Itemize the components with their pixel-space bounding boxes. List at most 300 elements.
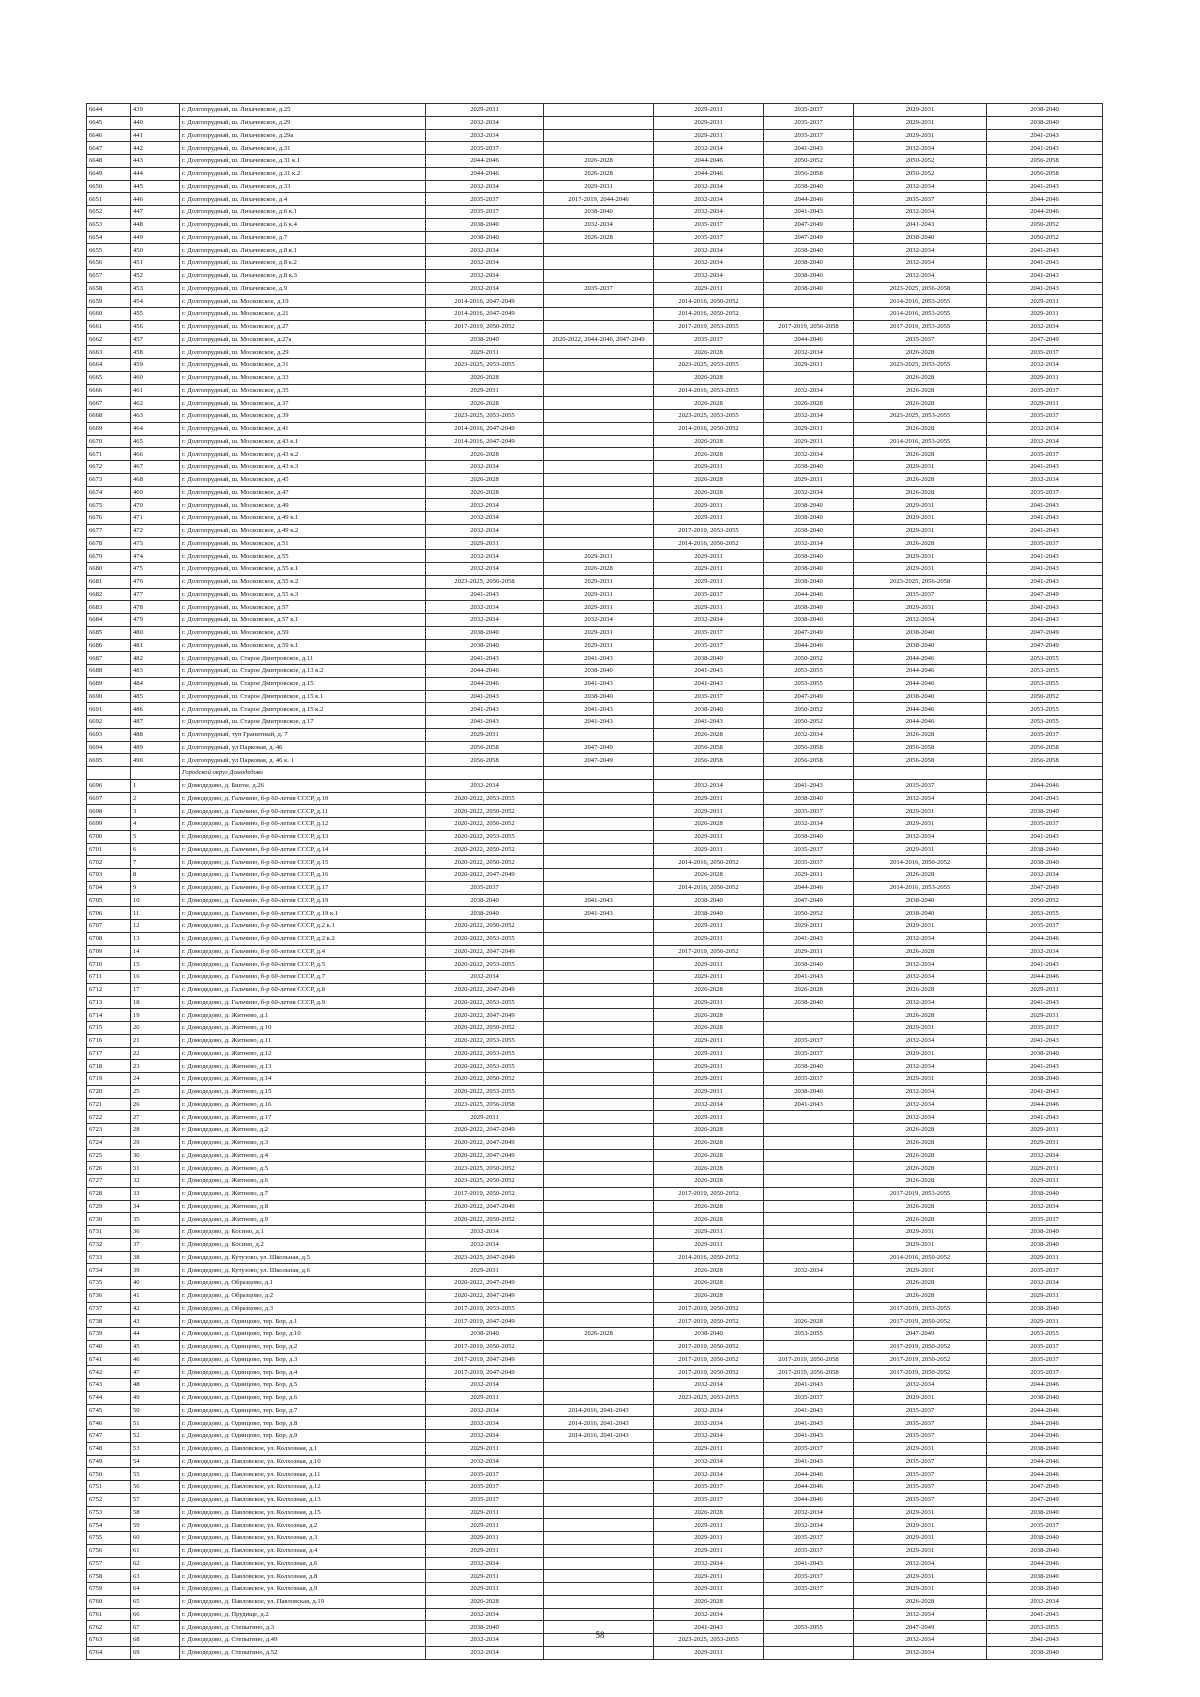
period-1-cell: 2023-2025, 2047-2049: [426, 1251, 544, 1264]
address-cell: г. Долгопрудный, ш. Московское, д.43 к.2: [180, 448, 426, 461]
local-number-cell: 64: [131, 1583, 180, 1596]
period-1-cell: 2029-2031: [426, 728, 544, 741]
table-row: [87, 639, 1103, 652]
period-1-cell: 2032-2034: [426, 1557, 544, 1570]
period-3-cell: 2017-2019, 2053-2055: [654, 524, 764, 537]
row-number-cell: 6653: [87, 218, 131, 231]
address-cell: г. Долгопрудный, ш. Московское, д.43 к.1: [180, 435, 426, 448]
period-4-cell: [764, 1136, 854, 1149]
period-6-cell: 2044-2046: [987, 206, 1103, 219]
period-2-cell: [544, 1009, 654, 1022]
row-number-cell: 6689: [87, 677, 131, 690]
address-cell: г. Долгопрудный, ш. Московское, д.57: [180, 601, 426, 614]
period-3-cell: 2029-2031: [654, 1519, 764, 1532]
local-number-cell: 42: [131, 1302, 180, 1315]
period-5-cell: 2044-2046: [854, 665, 987, 678]
period-6-cell: 2056-2058: [987, 754, 1103, 767]
period-5-cell: 2029-2031: [854, 1264, 987, 1277]
period-4-cell: [764, 1200, 854, 1213]
local-number-cell: 60: [131, 1532, 180, 1545]
period-2-cell: [544, 524, 654, 537]
address-cell: г. Домодедово, д. Житнево, д.15: [180, 1085, 426, 1098]
address-cell: г. Долгопрудный, ш. Московское, д.55 к.2: [180, 575, 426, 588]
address-cell: г. Домодедово, д. Одинцово, тер. Бор, д.1: [180, 1315, 426, 1328]
period-4-cell: 2029-2031: [764, 435, 854, 448]
address-cell: г. Долгопрудный, ш. Московское, д.39: [180, 410, 426, 423]
period-4-cell: 2041-2043: [764, 971, 854, 984]
row-number-cell: 6735: [87, 1277, 131, 1290]
row-number-cell: 6651: [87, 193, 131, 206]
period-5-cell: 2035-2037: [854, 588, 987, 601]
period-3-cell: 2026-2028: [654, 473, 764, 486]
period-1-cell: 2029-2031: [426, 1583, 544, 1596]
table-row: [87, 537, 1103, 550]
period-6-cell: 2038-2040: [987, 1570, 1103, 1583]
period-4-cell: 2038-2040: [764, 996, 854, 1009]
table-row: [87, 104, 1103, 117]
table-row: [87, 167, 1103, 180]
local-number-cell: 38: [131, 1251, 180, 1264]
period-2-cell: [544, 728, 654, 741]
period-5-cell: 2026-2028: [854, 397, 987, 410]
period-1-cell: 2035-2037: [426, 142, 544, 155]
period-6-cell: 2044-2046: [987, 932, 1103, 945]
local-number-cell: 23: [131, 1060, 180, 1073]
local-number-cell: 481: [131, 639, 180, 652]
period-5-cell: 2014-2016, 2050-2052: [854, 1251, 987, 1264]
table-row: [87, 690, 1103, 703]
table-row: [87, 333, 1103, 346]
period-4-cell: [764, 371, 854, 384]
period-1-cell: 2038-2040: [426, 218, 544, 231]
period-6-cell: 2041-2043: [987, 524, 1103, 537]
period-1-cell: 2020-2022, 2053-2055: [426, 932, 544, 945]
local-number-cell: 451: [131, 257, 180, 270]
period-3-cell: 2026-2028: [654, 435, 764, 448]
local-number-cell: 457: [131, 333, 180, 346]
period-6-cell: 2035-2037: [987, 1353, 1103, 1366]
period-3-cell: 2026-2028: [654, 1162, 764, 1175]
row-number-cell: 6695: [87, 754, 131, 767]
period-1-cell: 2020-2022, 2047-2049: [426, 983, 544, 996]
table-row: [87, 563, 1103, 576]
row-number-cell: 6737: [87, 1302, 131, 1315]
period-5-cell: 2032-2034: [854, 269, 987, 282]
period-6-cell: 2041-2043: [987, 575, 1103, 588]
row-number-cell: 6758: [87, 1570, 131, 1583]
table-row: [87, 1098, 1103, 1111]
table-row: [87, 180, 1103, 193]
row-number-cell: 6649: [87, 167, 131, 180]
period-6-cell: 2032-2034: [987, 359, 1103, 372]
address-cell: г. Домодедово, д. Одинцово, тер. Бор, д.3: [180, 1353, 426, 1366]
period-5-cell: 2029-2031: [854, 601, 987, 614]
period-1-cell: 2020-2022, 2050-2052: [426, 856, 544, 869]
table-row: [87, 1302, 1103, 1315]
row-number-cell: 6759: [87, 1583, 131, 1596]
period-2-cell: [544, 1022, 654, 1035]
period-2-cell: [544, 461, 654, 474]
period-6-cell: 2035-2037: [987, 1519, 1103, 1532]
table-row: [87, 142, 1103, 155]
period-5-cell: 2044-2046: [854, 716, 987, 729]
row-number-cell: 6677: [87, 524, 131, 537]
period-1-cell: 2020-2022, 2050-2052: [426, 818, 544, 831]
local-number-cell: 12: [131, 920, 180, 933]
address-cell: г. Долгопрудный, ш. Лихачевское, д.8 к.1: [180, 244, 426, 257]
address-cell: г. Долгопрудный, ш. Лихачевское, д.31 к.1: [180, 155, 426, 168]
local-number-cell: 20: [131, 1022, 180, 1035]
period-1-cell: 2038-2040: [426, 1621, 544, 1634]
table-row: [87, 1034, 1103, 1047]
address-cell: г. Долгопрудный, ш. Старое Дмитровское, д.15: [180, 677, 426, 690]
period-6-cell: 2041-2043: [987, 830, 1103, 843]
period-2-cell: 2026-2028: [544, 167, 654, 180]
local-number-cell: 53: [131, 1442, 180, 1455]
period-1-cell: 2038-2040: [426, 333, 544, 346]
local-number-cell: 32: [131, 1175, 180, 1188]
period-2-cell: [544, 320, 654, 333]
period-5-cell: 2017-2019, 2053-2055: [854, 320, 987, 333]
period-6-cell: 2035-2037: [987, 818, 1103, 831]
address-cell: г. Домодедово, д. Одинцово, тер. Бор, д.10: [180, 1328, 426, 1341]
period-1-cell: 2056-2058: [426, 754, 544, 767]
table-row: [87, 614, 1103, 627]
period-4-cell: 2050-2052: [764, 716, 854, 729]
period-1-cell: 2032-2034: [426, 1238, 544, 1251]
local-number-cell: 1: [131, 779, 180, 792]
local-number-cell: 67: [131, 1621, 180, 1634]
period-3-cell: 2032-2034: [654, 779, 764, 792]
period-4-cell: [764, 1022, 854, 1035]
period-4-cell: [764, 1646, 854, 1659]
table-row: [87, 843, 1103, 856]
period-3-cell: 2029-2031: [654, 461, 764, 474]
table-row: [87, 920, 1103, 933]
period-4-cell: 2038-2040: [764, 575, 854, 588]
period-5-cell: 2032-2034: [854, 1111, 987, 1124]
period-2-cell: [544, 1238, 654, 1251]
address-cell: г. Домодедово, д. Гальчино, б-р 60-летия СССР, д.16: [180, 869, 426, 882]
row-number-cell: 6718: [87, 1060, 131, 1073]
period-5-cell: 2023-2025, 2056-2058: [854, 282, 987, 295]
period-3-cell: 2032-2034: [654, 193, 764, 206]
period-3-cell: 2026-2028: [654, 1136, 764, 1149]
table-row: [87, 1570, 1103, 1583]
period-2-cell: [544, 1468, 654, 1481]
period-3-cell: 2038-2040: [654, 703, 764, 716]
period-4-cell: [764, 1238, 854, 1251]
row-number-cell: 6669: [87, 422, 131, 435]
period-1-cell: 2029-2031: [426, 1264, 544, 1277]
period-6-cell: 2032-2034: [987, 1200, 1103, 1213]
table-row: [87, 894, 1103, 907]
period-1-cell: 2032-2034: [426, 1455, 544, 1468]
period-6-cell: 2029-2031: [987, 1175, 1103, 1188]
address-cell: г. Долгопрудный, ш. Московское, д.55 к.1: [180, 563, 426, 576]
period-6-cell: 2041-2043: [987, 129, 1103, 142]
period-4-cell: 2026-2028: [764, 397, 854, 410]
period-5-cell: 2044-2046: [854, 652, 987, 665]
period-2-cell: [544, 371, 654, 384]
period-4-cell: 2038-2040: [764, 830, 854, 843]
local-number-cell: 39: [131, 1264, 180, 1277]
period-5-cell: 2032-2034: [854, 932, 987, 945]
table-row: [87, 1047, 1103, 1060]
period-3-cell: 2029-2031: [654, 1544, 764, 1557]
period-3-cell: 2029-2031: [654, 1646, 764, 1659]
period-4-cell: 2038-2040: [764, 1085, 854, 1098]
local-number-cell: 478: [131, 601, 180, 614]
period-6-cell: 2044-2046: [987, 1404, 1103, 1417]
period-5-cell: 2044-2046: [854, 703, 987, 716]
address-cell: г. Домодедово, д. Житнево, д.2: [180, 1124, 426, 1137]
address-cell: г. Долгопрудный, ш. Московское, д.19: [180, 295, 426, 308]
period-5-cell: 2026-2028: [854, 1149, 987, 1162]
period-5-cell: 2014-2016, 2053-2055: [854, 295, 987, 308]
table-row: [87, 703, 1103, 716]
period-6-cell: 2041-2043: [987, 1111, 1103, 1124]
row-number-cell: 6680: [87, 563, 131, 576]
period-1-cell: 2020-2022, 2050-2052: [426, 920, 544, 933]
local-number-cell: 471: [131, 512, 180, 525]
period-5-cell: 2056-2058: [854, 741, 987, 754]
period-3-cell: 2038-2040: [654, 907, 764, 920]
period-5-cell: 2026-2028: [854, 1175, 987, 1188]
period-3-cell: 2026-2028: [654, 983, 764, 996]
address-cell: г. Домодедово, д. Образцово, д.2: [180, 1289, 426, 1302]
period-1-cell: 2041-2043: [426, 588, 544, 601]
period-2-cell: [544, 958, 654, 971]
row-number-cell: 6661: [87, 320, 131, 333]
period-4-cell: 2035-2037: [764, 1570, 854, 1583]
period-4-cell: 2038-2040: [764, 563, 854, 576]
period-5-cell: 2026-2028: [854, 422, 987, 435]
period-5-cell: 2026-2028: [854, 1213, 987, 1226]
table-row: [87, 422, 1103, 435]
period-6-cell: 2047-2049: [987, 639, 1103, 652]
period-3-cell: 2017-2019, 2053-2055: [654, 320, 764, 333]
period-6-cell: 2035-2037: [987, 486, 1103, 499]
local-number-cell: 16: [131, 971, 180, 984]
local-number-cell: 460: [131, 371, 180, 384]
address-cell: г. Домодедово, д. Павловское, ул. Колхозная, д.13: [180, 1493, 426, 1506]
period-3-cell: 2014-2016, 2050-2052: [654, 422, 764, 435]
table-row: [87, 1455, 1103, 1468]
period-3-cell: 2038-2040: [654, 652, 764, 665]
period-3-cell: 2014-2016, 2050-2052: [654, 1251, 764, 1264]
period-3-cell: 2014-2016, 2050-2052: [654, 856, 764, 869]
row-number-cell: 6667: [87, 397, 131, 410]
period-6-cell: 2038-2040: [987, 1391, 1103, 1404]
period-1-cell: 2032-2034: [426, 779, 544, 792]
period-5-cell: 2029-2031: [854, 1570, 987, 1583]
period-4-cell: 2044-2046: [764, 588, 854, 601]
local-number-cell: 482: [131, 652, 180, 665]
period-3-cell: 2029-2031: [654, 601, 764, 614]
table-row: [87, 1162, 1103, 1175]
period-6-cell: 2047-2049: [987, 588, 1103, 601]
period-2-cell: 2041-2043: [544, 652, 654, 665]
period-6-cell: 2038-2040: [987, 1583, 1103, 1596]
period-6-cell: 2041-2043: [987, 550, 1103, 563]
period-5-cell: 2017-2019, 2050-2052: [854, 1340, 987, 1353]
period-3-cell: 2029-2031: [654, 996, 764, 1009]
row-number-cell: 6668: [87, 410, 131, 423]
period-1-cell: 2029-2031: [426, 346, 544, 359]
period-6-cell: 2053-2055: [987, 907, 1103, 920]
period-4-cell: [764, 1340, 854, 1353]
local-number-cell: 50: [131, 1404, 180, 1417]
period-5-cell: 2041-2043: [854, 218, 987, 231]
local-number-cell: 450: [131, 244, 180, 257]
row-number-cell: 6660: [87, 308, 131, 321]
period-4-cell: 2035-2037: [764, 856, 854, 869]
period-2-cell: [544, 920, 654, 933]
address-cell: г. Домодедово, д. Житнево, д.17: [180, 1111, 426, 1124]
period-3-cell: 2026-2028: [654, 1124, 764, 1137]
schedule-table: [86, 103, 1103, 1660]
period-2-cell: [544, 1047, 654, 1060]
period-2-cell: 2032-2034: [544, 218, 654, 231]
row-number-cell: 6678: [87, 537, 131, 550]
period-5-cell: 2029-2031: [854, 524, 987, 537]
address-cell: г. Домодедово, д. Образцово, д.3: [180, 1302, 426, 1315]
period-3-cell: 2023-2025, 2053-2055: [654, 410, 764, 423]
address-cell: г. Долгопрудный, ш. Лихачевское, д.6 к.1: [180, 206, 426, 219]
table-row: [87, 983, 1103, 996]
period-4-cell: 2056-2058: [764, 741, 854, 754]
period-4-cell: [764, 1302, 854, 1315]
period-5-cell: 2026-2028: [854, 945, 987, 958]
period-5-cell: 2026-2028: [854, 384, 987, 397]
period-5-cell: 2050-2052: [854, 155, 987, 168]
table-row: [87, 945, 1103, 958]
period-3-cell: 2026-2028: [654, 1595, 764, 1608]
table-row: [87, 741, 1103, 754]
row-number-cell: 6682: [87, 588, 131, 601]
period-6-cell: 2038-2040: [987, 104, 1103, 117]
period-4-cell: 2038-2040: [764, 614, 854, 627]
period-5-cell: 2026-2028: [854, 1124, 987, 1137]
local-number-cell: 487: [131, 716, 180, 729]
period-4-cell: 2047-2049: [764, 894, 854, 907]
period-6-cell: 2029-2031: [987, 1124, 1103, 1137]
local-number-cell: 19: [131, 1009, 180, 1022]
period-3-cell: 2035-2037: [654, 231, 764, 244]
period-5-cell: 2038-2040: [854, 690, 987, 703]
local-number-cell: 449: [131, 231, 180, 244]
period-4-cell: 2035-2037: [764, 116, 854, 129]
period-5-cell: 2038-2040: [854, 639, 987, 652]
period-6-cell: 2047-2049: [987, 333, 1103, 346]
table-row: [87, 1238, 1103, 1251]
period-3-cell: 2032-2034: [654, 1455, 764, 1468]
row-number-cell: 6724: [87, 1136, 131, 1149]
period-1-cell: 2035-2037: [426, 1481, 544, 1494]
period-1-cell: 2020-2022, 2047-2049: [426, 945, 544, 958]
period-1-cell: 2041-2043: [426, 690, 544, 703]
address-cell: г. Долгопрудный, ш. Московское, д.31: [180, 359, 426, 372]
local-number-cell: 43: [131, 1315, 180, 1328]
period-6-cell: 2056-2058: [987, 167, 1103, 180]
period-5-cell: 2032-2034: [854, 180, 987, 193]
address-cell: г. Долгопрудный, ш. Старое Дмитровское, д.17: [180, 716, 426, 729]
period-3-cell: 2017-2019, 2050-2052: [654, 1353, 764, 1366]
period-1-cell: 2026-2028: [426, 448, 544, 461]
period-6-cell: 2041-2043: [987, 614, 1103, 627]
period-1-cell: 2035-2037: [426, 1468, 544, 1481]
period-5-cell: 2029-2031: [854, 1519, 987, 1532]
period-2-cell: [544, 1277, 654, 1290]
period-6-cell: 2029-2031: [987, 1136, 1103, 1149]
row-number-cell: 6722: [87, 1111, 131, 1124]
row-number-cell: 6713: [87, 996, 131, 1009]
local-number-cell: 477: [131, 588, 180, 601]
period-2-cell: [544, 932, 654, 945]
period-6-cell: 2041-2043: [987, 1634, 1103, 1647]
local-number-cell: 486: [131, 703, 180, 716]
table-row: [87, 601, 1103, 614]
period-2-cell: [544, 1315, 654, 1328]
row-number-cell: 6670: [87, 435, 131, 448]
period-5-cell: 2026-2028: [854, 1009, 987, 1022]
address-cell: г. Долгопрудный, ш. Лихачевское, д.33: [180, 180, 426, 193]
schedule-table-container: [86, 103, 1102, 1660]
table-row: [87, 1519, 1103, 1532]
period-1-cell: 2020-2022, 2053-2055: [426, 830, 544, 843]
row-number-cell: 6654: [87, 231, 131, 244]
period-3-cell: 2029-2031: [654, 1047, 764, 1060]
period-1-cell: 2032-2034: [426, 563, 544, 576]
period-4-cell: 2044-2046: [764, 881, 854, 894]
row-number-cell: 6645: [87, 116, 131, 129]
period-6-cell: 2044-2046: [987, 1455, 1103, 1468]
period-6-cell: 2035-2037: [987, 448, 1103, 461]
period-2-cell: [544, 1570, 654, 1583]
period-2-cell: 2047-2049: [544, 754, 654, 767]
period-1-cell: 2032-2034: [426, 550, 544, 563]
local-number-cell: 461: [131, 384, 180, 397]
period-3-cell: 2035-2037: [654, 690, 764, 703]
period-3-cell: 2026-2028: [654, 346, 764, 359]
address-cell: г. Домодедово, д. Гальчино, б-р 60-летия СССР, д.8: [180, 983, 426, 996]
period-1-cell: 2020-2022, 2047-2049: [426, 1289, 544, 1302]
row-number-cell: 6673: [87, 473, 131, 486]
table-row: [87, 244, 1103, 257]
local-number-cell: 7: [131, 856, 180, 869]
period-3-cell: 2026-2028: [654, 1149, 764, 1162]
table-row: [87, 499, 1103, 512]
table-row: [87, 269, 1103, 282]
period-1-cell: 2029-2031: [426, 1506, 544, 1519]
period-1-cell: 2023-2025, 2053-2055: [426, 410, 544, 423]
period-1-cell: 2035-2037: [426, 193, 544, 206]
period-5-cell: 2029-2031: [854, 1544, 987, 1557]
period-1-cell: 2020-2022, 2050-2052: [426, 805, 544, 818]
table-row: [87, 1149, 1103, 1162]
period-6-cell: 2041-2043: [987, 244, 1103, 257]
table-row: [87, 295, 1103, 308]
table-row: [87, 1595, 1103, 1608]
period-4-cell: 2050-2052: [764, 652, 854, 665]
table-row: [87, 435, 1103, 448]
period-1-cell: 2020-2022, 2047-2049: [426, 1136, 544, 1149]
period-5-cell: 2032-2034: [854, 1034, 987, 1047]
period-6-cell: 2029-2031: [987, 1251, 1103, 1264]
local-number-cell: 29: [131, 1136, 180, 1149]
table-row: [87, 410, 1103, 423]
